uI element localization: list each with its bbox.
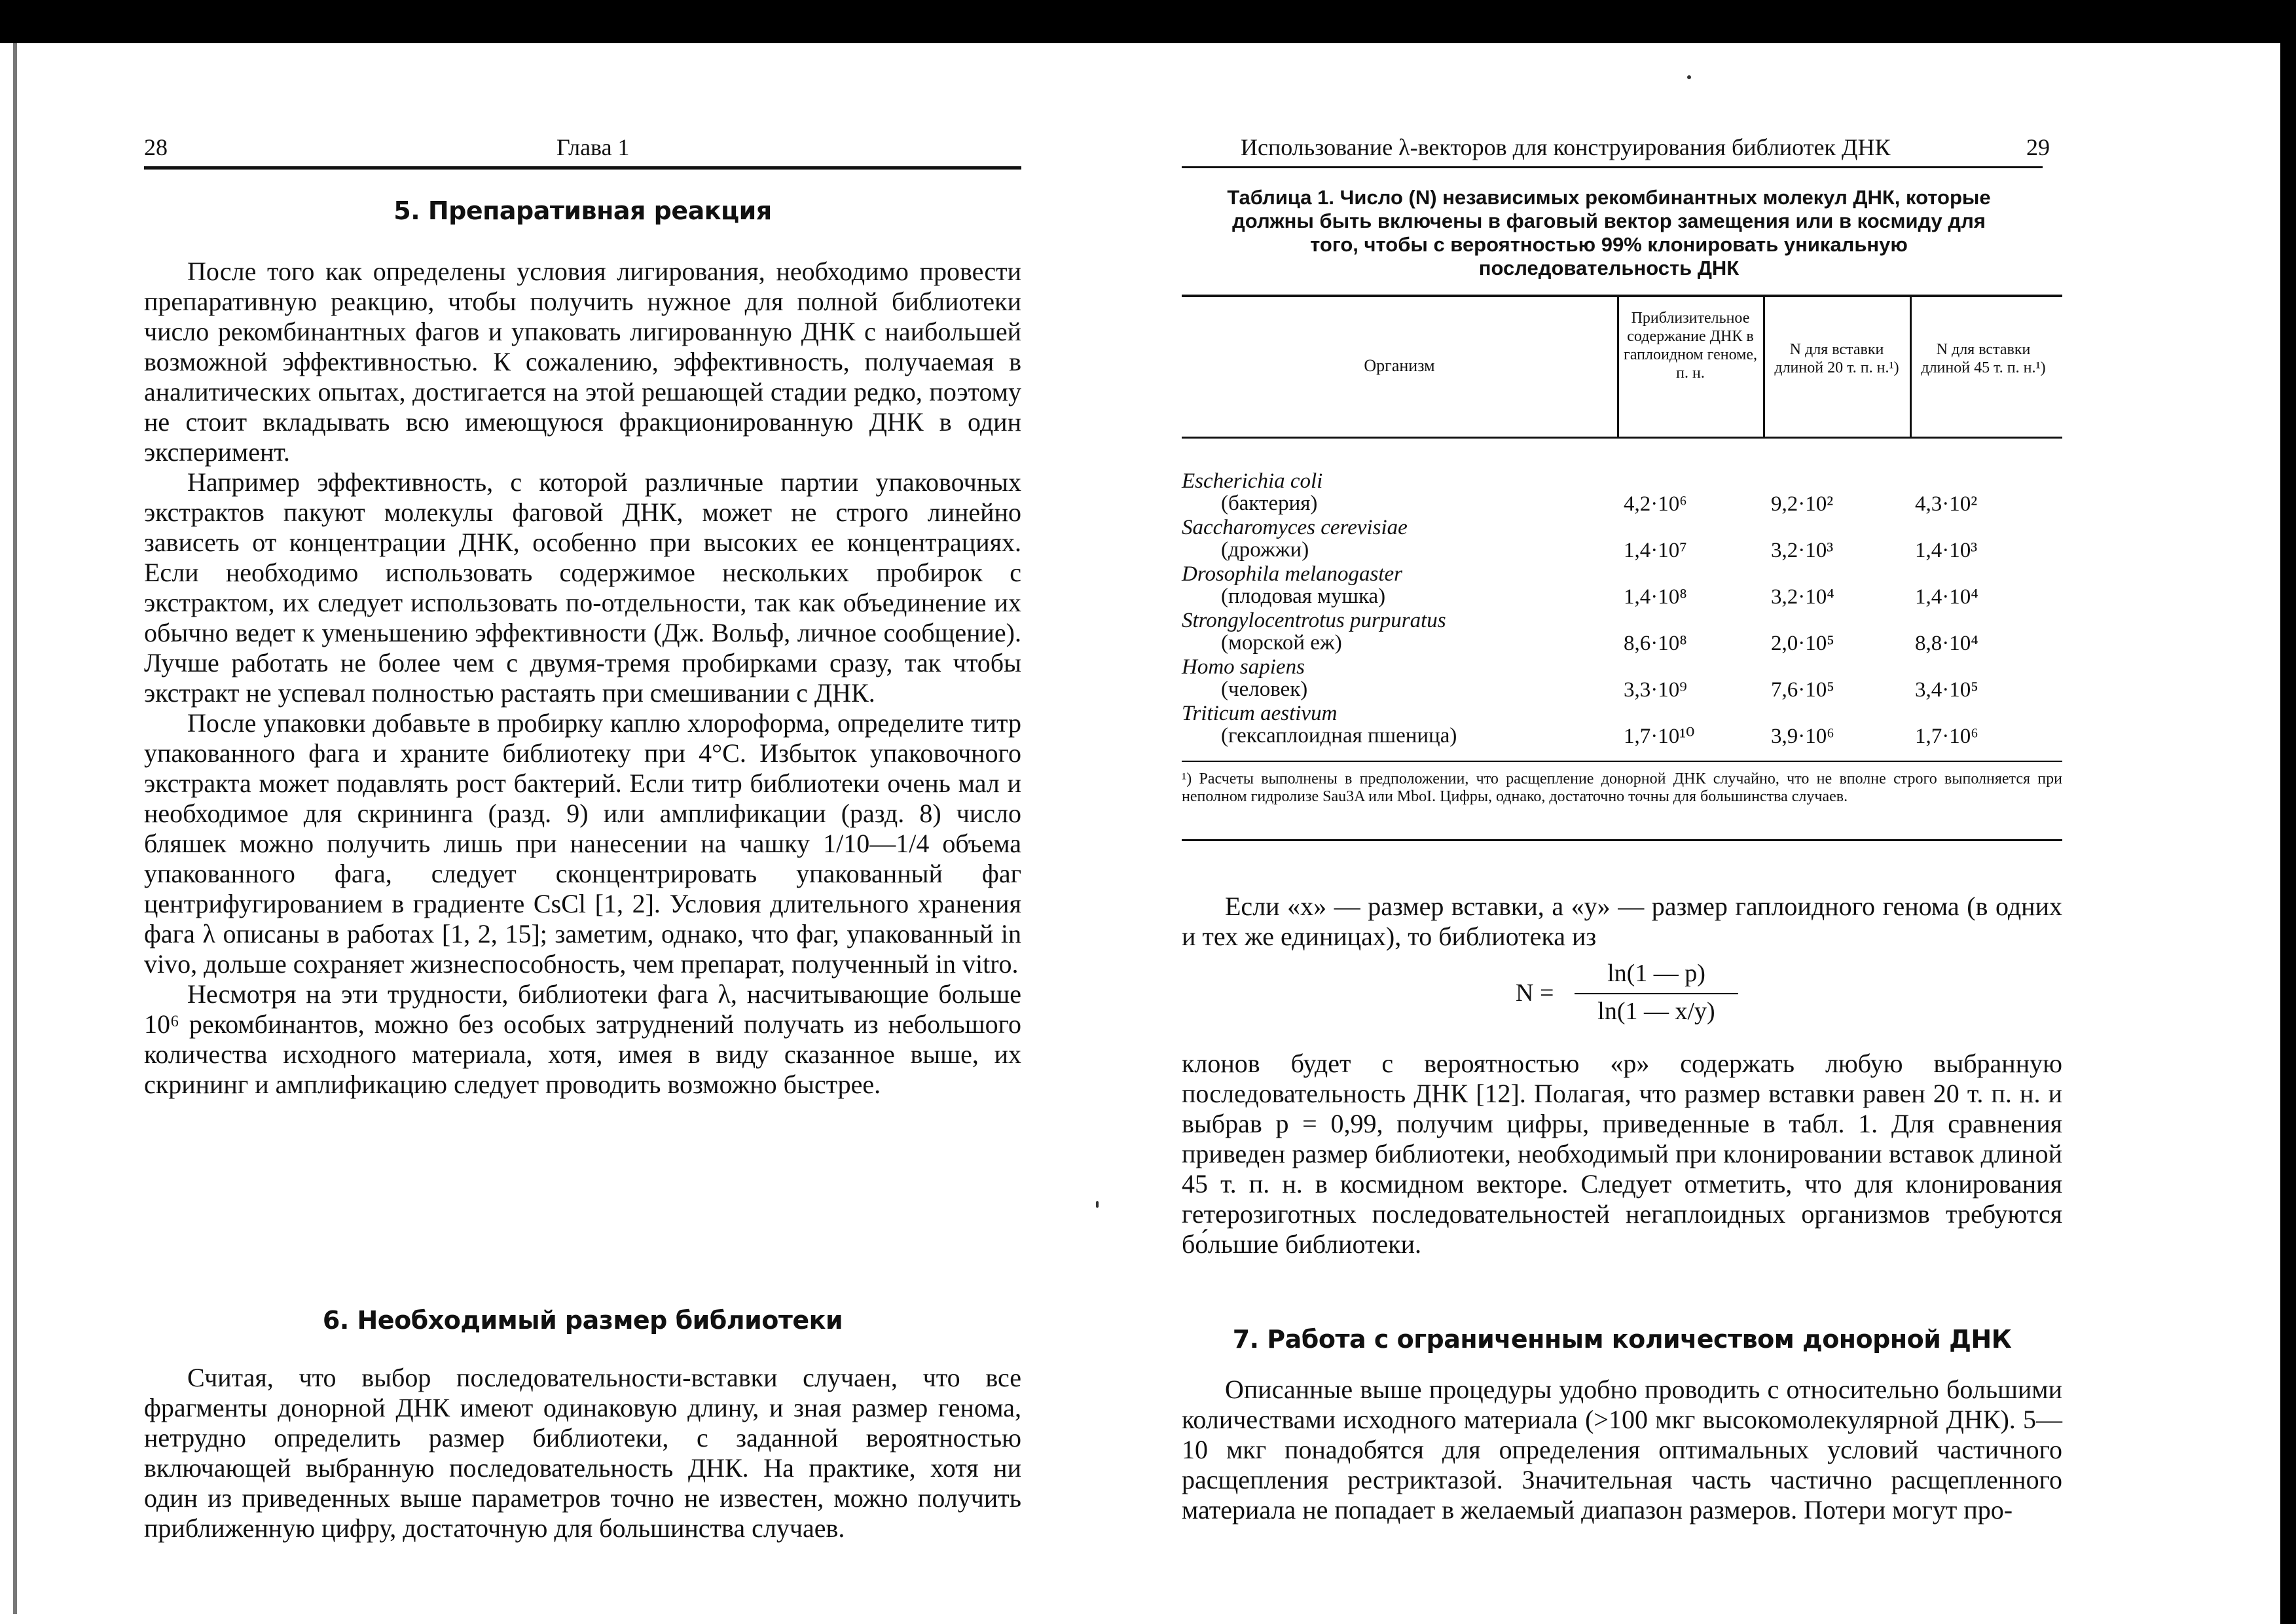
- n45-value: 8,8·10⁴: [1915, 632, 1978, 655]
- scan-speck: [1096, 1201, 1099, 1208]
- paragraph: Например эффективность, с которой различные партии упаковочных экстрактов пакуют молекулы фаговой ДНК, может не строго линейно зависеть от концентрации ДНК, особенно при высоких ее концентрациях. Если необходимо использовать содержимое нескольких пробирок с экстрактом, их следует использовать по-отдельности, так как объединение их обычно ведет к уменьшению эффективности (Дж. Вольф, личное сообщение). Лучше работать не более чем с двумя-тремя пробирками сразу, так чтобы экстракт не успевал полностью растаять при смешивании с ДНК.: [144, 467, 1021, 708]
- table-row: [1182, 563, 2062, 609]
- table-header-rule: [1182, 437, 2062, 439]
- organism-latin: Homo sapiens: [1182, 655, 1305, 679]
- paragraph: Если «x» — размер вставки, а «y» — размер гаплоидного генома (в одних и тех же единицах), то библиотека из: [1182, 892, 2062, 951]
- formula-intro: [1182, 892, 2062, 952]
- genome-size: 1,4·10⁷: [1624, 539, 1687, 562]
- n20-value: 9,2·10²: [1771, 492, 1834, 516]
- n20-value: 3,2·10⁴: [1771, 585, 1834, 609]
- scan-left-edge: [13, 43, 17, 1614]
- section-5-title: 5. Препаративная реакция: [393, 196, 772, 225]
- organism-common: (плодовая мушка): [1221, 585, 1386, 608]
- organism-latin: Triticum aestivum: [1182, 702, 1338, 725]
- formula-explanation: [1182, 1049, 2062, 1259]
- section-6-body: [144, 1363, 1021, 1543]
- genome-size: 3,3·10⁹: [1624, 678, 1687, 702]
- table-footnote: ¹) Расчеты выполнены в предположении, что расщепление донорной ДНК случайно, что не вполне строго выполняется при неполном гидролизе Sau3A или MboI. Цифры, однако, достаточно точны для большинства случаев.: [1182, 770, 2062, 805]
- header-genome: Приблизительное содержание ДНК в гаплоидном геноме, п. н.: [1623, 310, 1758, 382]
- n45-value: 4,3·10²: [1915, 492, 1978, 516]
- table-bottom-rule: [1182, 839, 2062, 841]
- section-7-title: 7. Работа с ограниченным количеством донорной ДНК: [1232, 1325, 2012, 1354]
- table: [1182, 295, 2062, 857]
- left-page-header: [144, 134, 1021, 166]
- fraction-bar: [1575, 993, 1738, 994]
- table-col-divider: [1910, 297, 1912, 437]
- paragraph: После упаковки добавьте в пробирку каплю хлороформа, определите титр упакованного фага и храните библиотеку при 4°С. Избыток упаковочного экстракта может подавлять рост бактерий. Если титр библиотеки очень мал и необходимое для скрининга (разд. 9) или амплификации (разд. 8) число бляшек можно получить лишь при нанесении на чашку 1/10—1/4 объема упакованного фага, следует сконцентрировать упакованный фаг центрифугированием в градиенте CsCl [1, 2]. Условия длительного хранения фага λ описаны в работах [1, 2, 15]; заметим, однако, что фаг, упакованный in vivo, дольше сохраняет жизнеспособность, чем препарат, полученный in vitro.: [144, 708, 1021, 979]
- paragraph: Несмотря на эти трудности, библиотеки фага λ, насчитывающие больше 10⁶ рекомбинантов, можно без особых затруднений получать из небольшого количества исходного материала, хотя, имея в виду сказанное выше, их скрининг и амплификацию следует проводить возможно быстрее.: [144, 979, 1021, 1099]
- n45-value: 1,4·10³: [1915, 539, 1978, 562]
- table-col-divider: [1617, 297, 1619, 437]
- organism-common: (человек): [1221, 677, 1308, 701]
- n45-value: 3,4·10⁵: [1915, 678, 1978, 702]
- table-row: [1182, 656, 2062, 702]
- organism-latin: Strongylocentrotus purpuratus: [1182, 609, 1446, 632]
- genome-size: 1,7·10¹⁰: [1624, 725, 1695, 748]
- organism-common: (гексаплоидная пшеница): [1221, 724, 1457, 748]
- n20-value: 3,2·10³: [1771, 539, 1834, 562]
- table-row: [1182, 516, 2062, 563]
- formula: [1516, 959, 1738, 1031]
- header-organism: Организм: [1364, 356, 1435, 375]
- header-rule: [144, 166, 1021, 170]
- genome-size: 1,4·10⁸: [1624, 585, 1687, 609]
- formula-lhs: N =: [1516, 979, 1554, 1007]
- formula-numerator: ln(1 — p): [1607, 960, 1705, 987]
- organism-latin: Drosophila melanogaster: [1182, 562, 1403, 586]
- running-head: Глава 1: [556, 134, 630, 160]
- scan-right-edge: [2280, 0, 2296, 1624]
- header-rule: [1182, 166, 2043, 168]
- genome-size: 4,2·10⁶: [1624, 492, 1687, 516]
- organism-latin: Saccharomyces cerevisiae: [1182, 516, 1408, 539]
- table-row: [1182, 609, 2062, 656]
- table-caption: Таблица 1. Число (N) независимых рекомбинантных молекул ДНК, которые должны быть включены в фаговый вектор замещения или в космиду для того, чтобы с вероятностью 99% клонировать уникальную последовательность ДНК: [1227, 186, 1991, 280]
- left-page: [144, 0, 1021, 1624]
- running-head: Использование λ-векторов для конструирования библиотек ДНК: [1241, 134, 1891, 160]
- table-row: [1182, 470, 2062, 516]
- organism-common: (бактерия): [1221, 492, 1318, 515]
- table-top-rule: [1182, 295, 2062, 297]
- header-n20: N для вставки длиной 20 т. п. н.¹): [1774, 341, 1899, 376]
- scan-speck: [1687, 75, 1691, 79]
- table-row: [1182, 702, 2062, 749]
- right-page: [1182, 0, 2062, 1624]
- section-6-title: 6. Необходимый размер библиотеки: [322, 1306, 843, 1335]
- n45-value: 1,7·10⁶: [1915, 725, 1978, 748]
- right-page-header: [1182, 134, 2062, 166]
- organism-common: (дрожжи): [1221, 538, 1309, 562]
- paragraph: Считая, что выбор последовательности-вставки случаен, что все фрагменты донорной ДНК имеют одинаковую длину, и зная размер генома, нетрудно определить размер библиотеки, с заданной вероятностью включающей выбранную последовательность ДНК. На практике, хотя ни один из приведенных выше параметров точно не известен, можно получить приближенную цифру, достаточную для большинства случаев.: [144, 1363, 1021, 1543]
- formula-denominator: ln(1 — x/y): [1597, 998, 1715, 1025]
- section-5-body: [144, 257, 1021, 1100]
- table-col-divider: [1763, 297, 1765, 437]
- paragraph: Описанные выше процедуры удобно проводить с относительно большими количествами исходного материала (>100 мкг высокомолекулярной ДНК). 5—10 мкг понадобятся для определения оптимальных условий частичного расщепления рестриктазой. Значительная часть частично расщепленного материала не попадает в желаемый диапазон размеров. Потери могут про-: [1182, 1375, 2062, 1525]
- n20-value: 3,9·10⁶: [1771, 725, 1834, 748]
- table-footnote-rule: [1182, 761, 2062, 762]
- page-number: 29: [2026, 134, 2050, 160]
- page-number: 28: [144, 134, 168, 160]
- n20-value: 2,0·10⁵: [1771, 632, 1834, 655]
- paragraph: После того как определены условия лигирования, необходимо провести препаративную реакцию, чтобы получить нужное для полной библиотеки число рекомбинантных фагов и упаковать лигированную ДНК с наибольшей возможной эффективностью. К сожалению, эффективность, получаемая в аналитических опытах, достигается на этой решающей стадии редко, поэтому не стоит вкладывать всю имеющуюся фракционированную ДНК в один эксперимент.: [144, 257, 1021, 467]
- section-7-body: [1182, 1375, 2062, 1525]
- organism-common: (морской еж): [1221, 631, 1342, 655]
- header-n45: N для вставки длиной 45 т. п. н.¹): [1921, 341, 2046, 376]
- organism-latin: Escherichia coli: [1182, 469, 1323, 493]
- paragraph: клонов будет с вероятностью «p» содержать любую выбранную последовательность ДНК [12]. Полагая, что размер вставки равен 20 т. п. н. и выбрав p = 0,99, получим цифры, приведенные в табл. 1. Для сравнения приведен размер библиотеки, необходимый при клонировании вставок длиной 45 т. п. н. в космидном векторе. Следует отметить, что для клонирования гетерозиготных последовательностей негаплоидных организмов требуются бо́льшие библиотеки.: [1182, 1049, 2062, 1259]
- genome-size: 8,6·10⁸: [1624, 632, 1687, 655]
- n45-value: 1,4·10⁴: [1915, 585, 1978, 609]
- n20-value: 7,6·10⁵: [1771, 678, 1834, 702]
